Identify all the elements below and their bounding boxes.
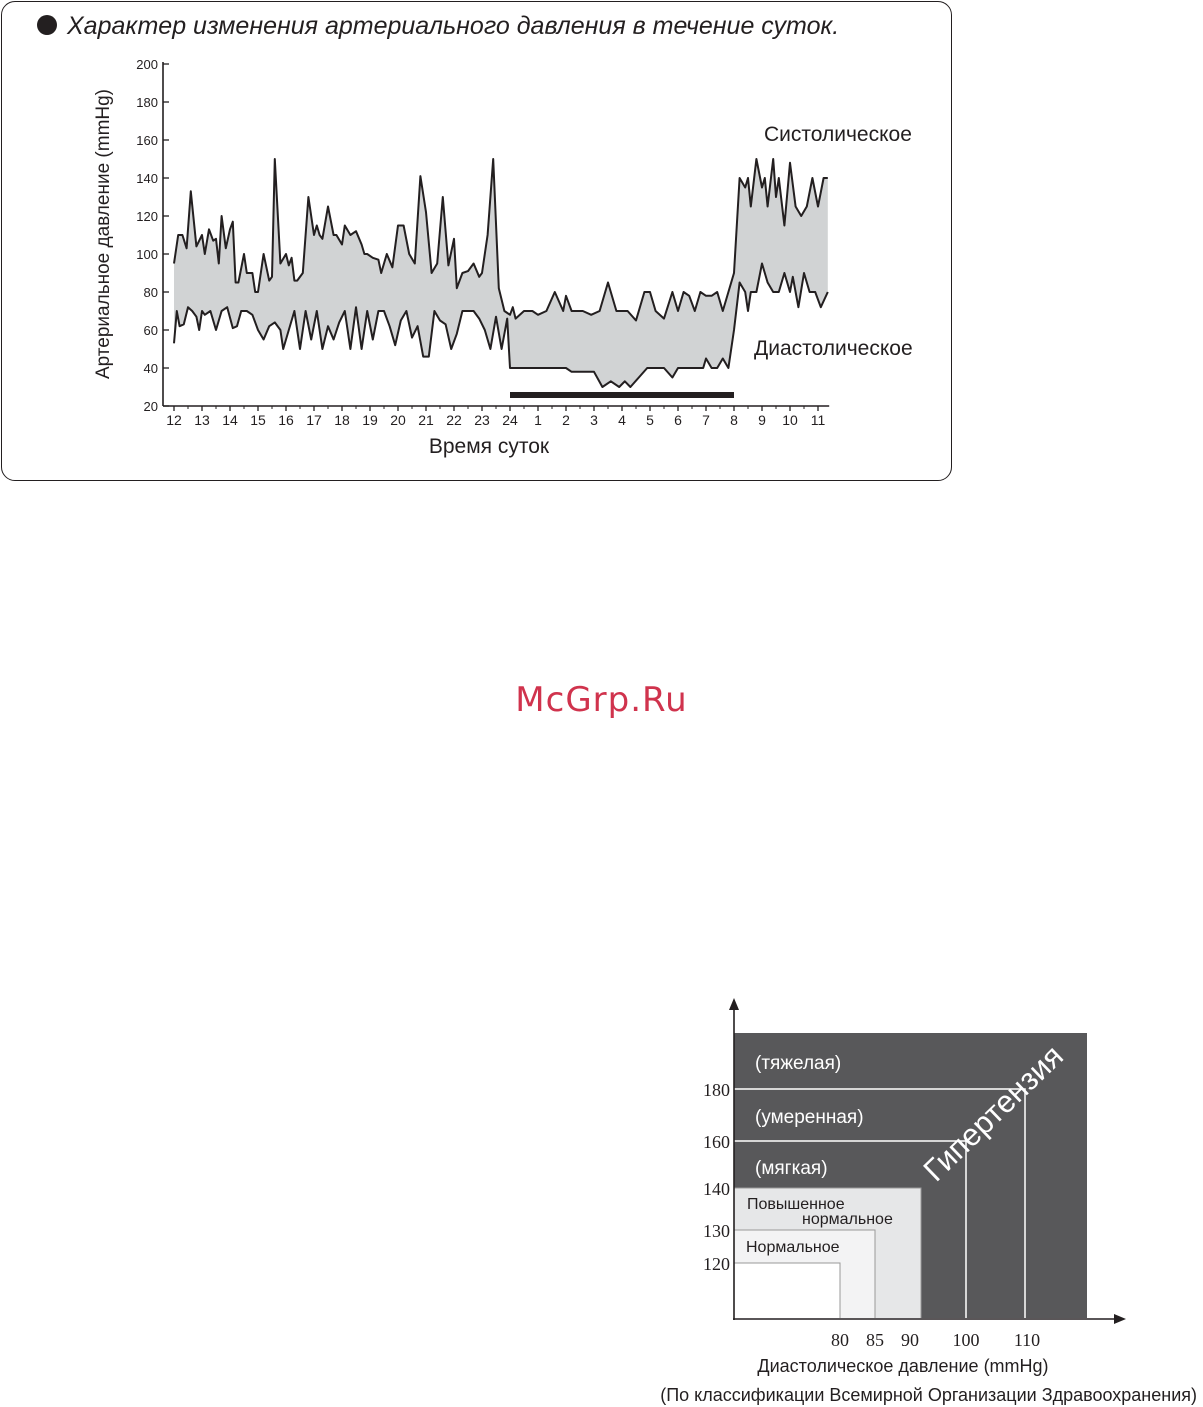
bp-y-tick-label-200: 200	[136, 57, 158, 72]
x-tick-80: 80	[831, 1330, 849, 1350]
label-moderate: (умеренная)	[755, 1107, 864, 1128]
bp-x-tick-label-24: 24	[502, 412, 518, 428]
diastolic-series-label: Диастолическое	[754, 337, 913, 360]
bp-x-tick-label-10: 10	[782, 412, 798, 428]
bp-plot-area	[136, 57, 829, 428]
bp-y-axis-label: Артериальное давление (mmHg)	[93, 88, 114, 380]
bp-x-tick-label-23: 23	[474, 412, 490, 428]
who-x-tick-labels	[831, 1330, 1040, 1350]
who-y-tick-labels	[703, 1080, 730, 1274]
bp-x-tick-label-2: 2	[562, 412, 570, 428]
bp-x-tick-label-22: 22	[446, 412, 462, 428]
bp-x-tick-label-17: 17	[306, 412, 322, 428]
y-axis-arrow-icon	[729, 998, 739, 1010]
who-source-note: (По классификации Всемирной Организации Здравоохранения)	[660, 1385, 1197, 1405]
bp-y-tick-label-20: 20	[143, 399, 158, 414]
bp-chart-title: Характер изменения артериального давления в течение суток.	[67, 12, 840, 40]
bp-x-tick-label-15: 15	[250, 412, 266, 428]
zone-optimal	[734, 1263, 840, 1318]
label-normal: Нормальное	[746, 1239, 840, 1256]
who-x-axis-label: Диастолическое давление (mmHg)	[757, 1356, 1049, 1376]
bp-x-tick-label-9: 9	[758, 412, 766, 428]
bp-y-tick-label-60: 60	[143, 323, 158, 338]
bp-y-tick-label-80: 80	[143, 285, 158, 300]
bp-x-tick-label-13: 13	[194, 412, 210, 428]
bp-x-axis-label: Время суток	[428, 435, 550, 458]
bp-x-tick-label-19: 19	[362, 412, 378, 428]
title-bullet-icon	[37, 15, 57, 35]
bp-x-tick-label-21: 21	[418, 412, 434, 428]
x-tick-110: 110	[1013, 1330, 1041, 1350]
label-severe: (тяжелая)	[755, 1053, 842, 1074]
bp-x-tick-label-1: 1	[534, 412, 542, 428]
bp-x-tick-label-18: 18	[334, 412, 350, 428]
bp-y-tick-label-180: 180	[136, 95, 158, 110]
systolic-series-label: Систолическое	[764, 123, 912, 146]
bp-x-tick-label-6: 6	[674, 412, 682, 428]
label-high-normal-2: нормальное	[802, 1211, 893, 1228]
who-classification-chart	[600, 990, 1203, 1407]
bp-x-tick-label-7: 7	[702, 412, 710, 428]
bp-y-tick-label-140: 140	[136, 171, 158, 186]
bp-x-tick-label-14: 14	[222, 412, 238, 428]
watermark: McGrp.Ru	[515, 680, 688, 720]
bp-y-tick-label-40: 40	[143, 361, 158, 376]
bp-daily-chart	[0, 0, 960, 490]
y-tick-160: 160	[703, 1132, 730, 1152]
bp-x-tick-label-16: 16	[278, 412, 294, 428]
bp-y-tick-label-160: 160	[136, 133, 158, 148]
sleep-period-bar	[510, 392, 734, 398]
bp-y-tick-label-120: 120	[136, 209, 158, 224]
bp-y-tick-label-100: 100	[136, 247, 158, 262]
bp-x-tick-label-4: 4	[618, 412, 626, 428]
label-hypertension: Гипертензия	[916, 1038, 1070, 1189]
x-tick-85: 85	[866, 1330, 884, 1350]
x-tick-100: 100	[952, 1330, 980, 1350]
x-axis-arrow-icon	[1114, 1314, 1126, 1324]
bp-x-tick-label-8: 8	[730, 412, 738, 428]
y-tick-180: 180	[703, 1080, 730, 1100]
y-tick-140: 140	[703, 1179, 730, 1199]
bp-x-tick-label-3: 3	[590, 412, 598, 428]
bp-x-tick-label-12: 12	[166, 412, 182, 428]
y-tick-120: 120	[703, 1254, 730, 1274]
label-high-normal-1: Повышенное	[747, 1196, 845, 1213]
bp-x-tick-label-20: 20	[390, 412, 406, 428]
x-tick-90: 90	[901, 1330, 919, 1350]
label-mild: (мягкая)	[755, 1158, 828, 1179]
bp-x-tick-label-11: 11	[810, 412, 826, 428]
bp-x-tick-label-5: 5	[646, 412, 654, 428]
y-tick-130: 130	[703, 1221, 730, 1241]
